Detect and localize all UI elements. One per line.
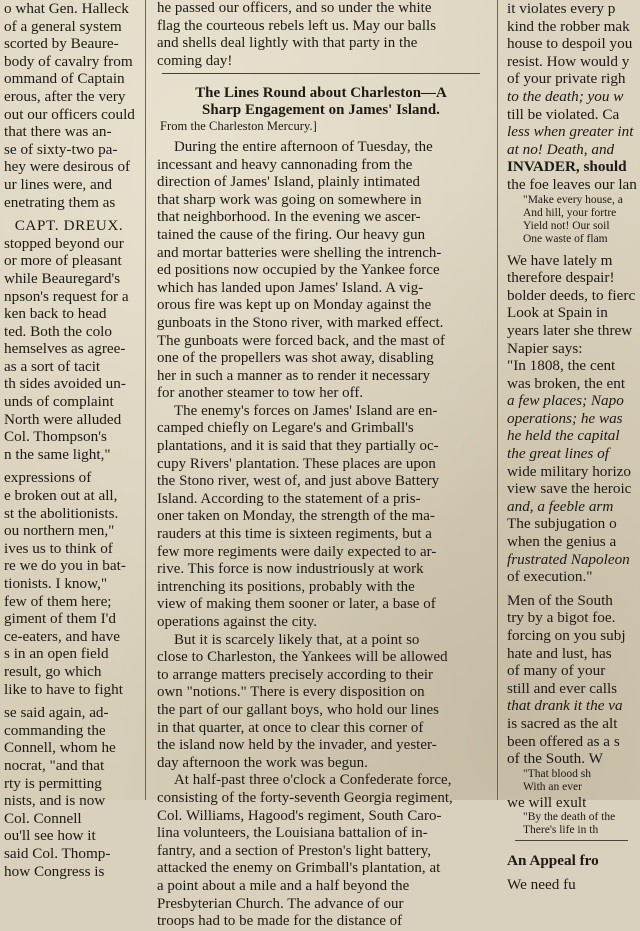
text-line: The subjugation o — [507, 515, 617, 533]
text-line: se said again, ad- — [4, 704, 109, 722]
text-line: An Appeal fro — [507, 852, 599, 870]
text-line: is sacred as the alt — [507, 714, 618, 732]
text-line: At half-past three o'clock a Confederate force, — [174, 772, 452, 789]
text-line: years later she threw — [507, 321, 633, 339]
text-line: to arrange matters precisely according to their — [157, 666, 434, 683]
text-line: and shells deal lightly with that party in the — [157, 35, 418, 52]
text-line: rty is permitting — [4, 774, 102, 792]
text-line: that drank it the va — [507, 697, 623, 715]
text-line: less when greater int — [507, 123, 634, 141]
text-line: enetrating them as — [4, 193, 116, 211]
text-line: ou'll see how it — [4, 827, 96, 845]
text-line: nocrat, "and that — [4, 756, 105, 774]
text-line: troops had to be made for the distance of — [157, 913, 403, 930]
text-line: frustrated Napoleon — [507, 550, 630, 568]
text-line: "That blood sh — [523, 767, 591, 780]
text-line: of execution." — [507, 568, 593, 586]
text-line: expressions of — [4, 469, 92, 487]
text-line: at no! Death, and — [507, 140, 615, 158]
text-line: "In 1808, the cent — [507, 357, 616, 375]
text-line: North were alluded — [4, 410, 122, 428]
text-line: ou northern men," — [4, 522, 115, 540]
text-line: incessant and heavy cannonading from the — [157, 156, 413, 173]
text-line: operations; he was — [507, 409, 623, 427]
text-line: the foe leaves our lan — [507, 175, 637, 193]
text-line: close to Charleston, the Yankees will be allowed — [157, 649, 448, 666]
text-line: and mortar batteries were shelling the intrench- — [157, 244, 442, 261]
text-line: the great lines of — [507, 445, 609, 463]
text-line: se of sixty-two pa- — [4, 140, 118, 158]
text-line: Napier says: — [507, 339, 583, 357]
text-line: erous, after the very — [4, 87, 126, 105]
text-line: e broken out at all, — [4, 487, 118, 505]
text-line: And hill, your fortre — [523, 206, 617, 219]
text-line: that sharp work was going on somewhere in — [157, 191, 422, 208]
text-line: or more of pleasant — [4, 252, 122, 270]
column-rule-right — [497, 0, 498, 800]
text-line: direction of James' Island, plainly intimated — [157, 174, 420, 191]
text-line: plantations, and it is said that they partially oc- — [157, 438, 439, 455]
text-line: hey were desirous of — [4, 158, 131, 176]
text-line: Connell, whom he — [4, 739, 116, 757]
text-line: o what Gen. Halleck — [4, 0, 129, 17]
article-source: From the Charleston Mercury.] — [160, 119, 317, 134]
left-column — [0, 0, 138, 880]
text-line: result, go which — [4, 662, 102, 680]
text-line: ed positions now occupied by the Yankee force — [157, 262, 440, 279]
text-line: was broken, the ent — [507, 374, 626, 392]
article-paragraph — [150, 139, 492, 403]
text-line: tionists. I know," — [4, 575, 108, 592]
text-line: her in such a manner as to render it necessary — [157, 367, 431, 384]
text-line: Presbyterian Church. The advance of our — [157, 895, 404, 912]
text-line: Look at Spain in — [507, 304, 608, 322]
text-line: st the abolitionists. — [4, 504, 119, 522]
text-line: while Beauregard's — [4, 269, 121, 287]
text-line: With an ever — [523, 780, 582, 793]
text-line: of many of your — [507, 662, 606, 680]
text-line: scorted by Beaure- — [4, 35, 119, 53]
text-line: kind the robber mak — [507, 17, 630, 35]
text-line: ommand of Captain — [4, 70, 125, 88]
text-line: unds of complaint — [4, 393, 114, 411]
text-line: forcing on you subj — [507, 627, 626, 644]
text-line: INVADER, should — [507, 158, 627, 176]
text-line: been offered as a s — [507, 732, 620, 750]
text-line: one of the propellers was shot away, disabling — [157, 350, 434, 367]
text-line: orous fire was kept up on Monday against the — [157, 297, 432, 314]
text-line: of a general system — [4, 17, 122, 35]
text-line: n the same light," — [4, 445, 111, 463]
text-line: said Col. Thomp- — [4, 844, 111, 862]
text-line: few of them here; — [4, 592, 112, 610]
article-paragraph — [150, 632, 492, 773]
text-line: a few places; Napo — [507, 392, 624, 410]
text-line: The gunboats were forced back, and the mast of — [157, 332, 446, 349]
text-line: Island. According to the statement of a pris- — [157, 490, 421, 507]
text-line: like to have to fight — [4, 680, 123, 698]
text-line: for another steamer to tow her off. — [157, 385, 364, 402]
text-line: view save the heroic — [507, 480, 632, 498]
text-line: the island now held by the invader, and yester- — [157, 737, 437, 754]
text-line: till be violated. Ca — [507, 105, 620, 123]
text-line: bolder deeds, to fierc — [507, 286, 636, 304]
text-line: when the genius a — [507, 533, 617, 551]
text-line: of your private righ — [507, 70, 626, 88]
text-line: out our officers could — [4, 105, 135, 123]
text-line: giment of them I'd — [4, 610, 116, 628]
text-line: stopped beyond our — [4, 234, 124, 252]
text-line: in that quarter, at once to clear this corner of — [157, 719, 424, 736]
text-line: that neighborhood. In the evening we ascer- — [157, 209, 421, 226]
text-line: th sides avoided un- — [4, 375, 126, 393]
text-line: fantry, and a section of Preston's light battery, — [157, 842, 432, 859]
text-line: hemselves as agree- — [4, 340, 126, 358]
text-line: Col. Williams, Hagood's regiment, South Caro- — [157, 807, 442, 824]
article-paragraph — [150, 403, 492, 632]
text-line: ives us to think of — [4, 539, 113, 557]
text-line: he held the capital — [507, 427, 620, 445]
text-line: re we do you in bat- — [4, 557, 126, 575]
center-top-text — [150, 0, 492, 70]
text-line: rive. This force is now industriously at work — [157, 561, 424, 578]
text-line: Men of the South — [507, 591, 613, 609]
text-line: Col. Connell — [4, 809, 82, 827]
text-line: ce-eaters, and have — [4, 627, 120, 645]
text-line: still and ever calls — [507, 679, 618, 697]
text-line: view of making them sooner or later, a base of — [157, 596, 436, 613]
article-body — [150, 139, 492, 931]
text-line: operations against the city. — [157, 614, 318, 630]
text-line: The enemy's forces on James' Island are en- — [174, 402, 438, 419]
headline-line: The Lines Round about Charleston—A — [195, 85, 447, 102]
text-line: try by a bigot foe. — [507, 609, 616, 627]
text-line: hate and lust, has — [507, 644, 612, 662]
column-rule-left — [145, 0, 146, 800]
right-column — [503, 0, 640, 893]
headline-line: Sharp Engagement on James' Island. — [202, 101, 440, 118]
text-line: gunboats in the Stono river, with marked effect. — [157, 314, 444, 331]
text-line: But it is scarcely likely that, at a point so — [174, 631, 420, 648]
text-line: lina volunteers, the Louisiana battalion of in- — [157, 825, 428, 842]
text-line: flag the courteous rebels left us. May our balls — [157, 17, 437, 34]
text-line: ur lines were, and — [4, 175, 112, 193]
text-line: We need fu — [507, 875, 576, 893]
text-line: ted. Both the colo — [4, 322, 112, 340]
text-line: commanding the — [4, 721, 106, 739]
text-line: rauders at this time is sixteen regiments, but a — [157, 526, 432, 543]
text-line: body of cavalry from — [4, 52, 133, 70]
text-line: During the entire afternoon of Tuesday, the — [174, 138, 433, 155]
text-line: npson's request for a — [4, 287, 129, 305]
text-line: few more regiments were daily expected to ar- — [157, 543, 437, 560]
text-line: We have lately m — [507, 251, 613, 269]
center-column — [150, 0, 492, 930]
text-line: intrenching its positions, probably with the — [157, 578, 415, 595]
text-line: how Congress is — [4, 862, 105, 880]
article-headline — [150, 85, 492, 118]
text-line: nists, and is now — [4, 792, 106, 810]
text-line: cupy Rivers' plantation. These places are upon — [157, 455, 436, 472]
text-line: therefore despair! — [507, 269, 615, 287]
text-line: attacked the enemy on Grimball's plantation, at — [157, 860, 441, 877]
text-line: as a sort of tacit — [4, 357, 101, 375]
text-line: oner taken on Monday, the strength of the ma- — [157, 508, 435, 525]
text-line: s in an open field — [4, 645, 109, 663]
text-line: the part of our gallant boys, who hold our lines — [157, 701, 439, 718]
text-line: coming day! — [157, 52, 233, 69]
text-line: a point about a mile and a half beyond the — [157, 877, 410, 894]
text-line: CAPT. DREUX. — [14, 217, 124, 235]
text-line: the Stono river, west of, and just above Battery — [157, 473, 440, 490]
text-line: which has landed upon James' Island. A vig- — [157, 279, 424, 296]
text-line: There's life in th — [523, 824, 599, 837]
text-line: day afternoon the work was begun. — [157, 754, 368, 771]
text-line: it violates every p — [507, 0, 616, 17]
article-separator — [515, 840, 628, 849]
article-paragraph — [150, 772, 492, 930]
text-line: he passed our officers, and so under the white — [157, 0, 432, 16]
text-line: consisting of the forty-seventh Georgia regiment, — [157, 789, 453, 806]
article-separator — [162, 73, 480, 82]
text-line: Col. Thompson's — [4, 428, 107, 446]
text-line: ken back to head — [4, 305, 107, 323]
text-line: house to despoil you — [507, 35, 633, 53]
text-line: own "notions." There is every disposition on — [157, 684, 425, 701]
text-line: and, a feeble arm — [507, 497, 614, 515]
text-line: "Make every house, a — [523, 193, 623, 206]
text-line: to the death; you w — [507, 87, 624, 105]
text-line: we will exult — [507, 793, 587, 811]
text-line: "By the death of the — [523, 811, 616, 824]
text-line: that there was an- — [4, 123, 112, 141]
text-line: camped chiefly on Legare's and Grimball's — [157, 420, 414, 437]
text-line: wide military horizo — [507, 462, 631, 480]
text-line: resist. How would y — [507, 52, 630, 70]
text-line: of the South. W — [507, 750, 603, 768]
text-line: One waste of flam — [523, 232, 608, 245]
text-line: Yield not! Our soil — [523, 219, 610, 232]
text-line: tained the cause of the firing. Our heavy gun — [157, 226, 426, 243]
